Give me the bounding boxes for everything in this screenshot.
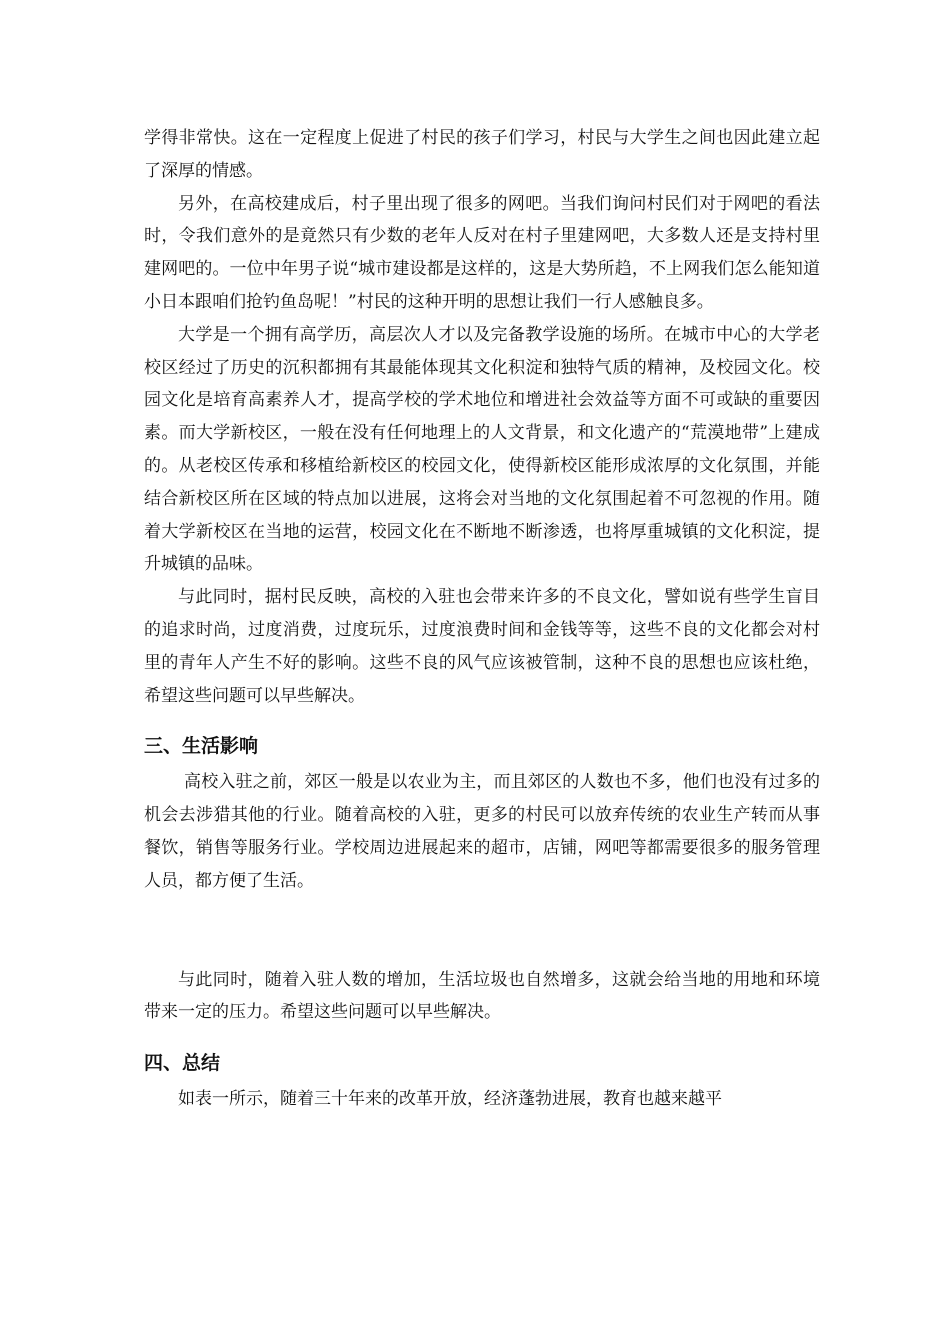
paragraph-internet-cafes: 另外，在高校建成后，村子里出现了很多的网吧。当我们询问村民们对于网吧的看法时，令我们意外的是竟然只有少数的老年人反对在村子里建网吧，大多数人还是支持村里建网吧的。一位中年男子说“城市建设都是这样的，这是大势所趋，不上网我们怎么能知道小日本跟咱们抢钓鱼岛呢！”村民的这种开明的思想让我们一行人感触良多。 xyxy=(144,193,820,312)
paragraph-life-impact-1: 高校入驻之前，郊区一般是以农业为主，而且郊区的人数也不多，他们也没有过多的机会去涉猎其他的行业。随着高校的入驻，更多的村民可以放弃传统的农业生产转而从事餐饮，销售等服务行业。学校周边进展起来的超市，店铺，网吧等都需要很多的服务管理人员，都方便了生活。 xyxy=(144,772,820,891)
paragraph-continued: 学得非常快。这在一定程度上促进了村民的孩子们学习，村民与大学生之间也因此建立起了深厚的情感。 xyxy=(144,128,820,181)
section-heading-summary: 四、总结 xyxy=(144,1052,221,1075)
paragraph-life-impact-2: 与此同时，随着入驻人数的增加，生活垃圾也自然增多，这就会给当地的用地和环境带来一定的压力。希望这些问题可以早些解决。 xyxy=(144,969,820,1023)
paragraph-bad-culture: 与此同时，据村民反映，高校的入驻也会带来许多的不良文化，譬如说有些学生盲目的追求时尚，过度消费，过度玩乐，过度浪费时间和金钱等等，这些不良的文化都会对村里的青年人产生不好的影响。这些不良的风气应该被管制，这种不良的思想也应该杜绝，希望这些问题可以早些解决。 xyxy=(144,587,820,706)
paragraph-summary-1: 如表一所示，随着三十年来的改革开放，经济蓬勃进展，教育也越来越平 xyxy=(178,1089,722,1110)
paragraph-campus-culture: 大学是一个拥有高学历，高层次人才以及完备教学设施的场所。在城市中心的大学老校区经过了历史的沉积都拥有其最能体现其文化积淀和独特气质的精神，及校园文化。校园文化是培育高素养人才，提高学校的学术地位和增进社会效益等方面不可或缺的重要因素。而大学新校区，一般在没有任何地理上的人文背景，和文化遗产的“荒漠地带”上建成的。从老校区传承和移植给新校区的校园文化，使得新校区能形成浓厚的文化氛围，并能结合新校区所在区域的特点加以进展，这将会对当地的文化氛围起着不可忽视的作用。随着大学新校区在当地的运营，校园文化在不断地不断渗透，也将厚重城镇的文化积淀，提升城镇的品味。 xyxy=(144,324,820,575)
section-heading-life-impact: 三、生活影响 xyxy=(144,735,259,758)
document-page xyxy=(144,122,820,1116)
